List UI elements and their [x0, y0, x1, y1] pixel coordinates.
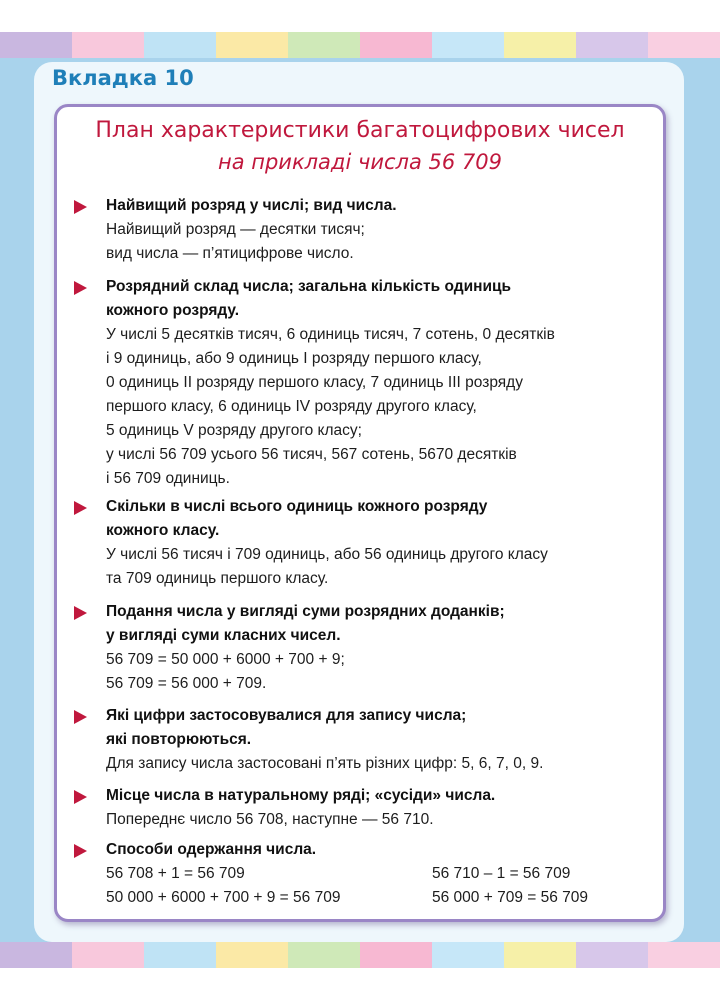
item-heading: Способи одержання числа.	[106, 841, 317, 858]
triangle-arrow-icon	[74, 790, 87, 804]
triangle-arrow-icon	[74, 200, 87, 214]
ways-of-obtaining	[106, 862, 654, 910]
color-stripe	[144, 942, 216, 968]
color-stripe	[432, 32, 504, 58]
color-stripe	[360, 32, 432, 58]
ways-right-column: 56 710 – 1 = 56 709 56 000 + 709 = 56 709	[432, 865, 589, 906]
color-stripe	[0, 32, 72, 58]
item-heading: Місце числа в натуральному ряді; «сусіди» числа.	[106, 787, 496, 804]
item-heading: Які цифри застосовувалися для запису числа; які повторюються.	[106, 707, 467, 748]
item-body: Для запису числа застосовані п’ять різних цифр: 5, 6, 7, 0, 9.	[106, 755, 544, 772]
plan-item-4	[74, 600, 654, 696]
plan-item-2	[74, 275, 654, 491]
item-heading: Найвищий розряд у числі; вид числа.	[106, 197, 397, 214]
color-stripe	[648, 942, 720, 968]
plan-item-3	[74, 495, 654, 591]
color-stripe	[288, 942, 360, 968]
color-stripe	[216, 942, 288, 968]
plan-item-6	[74, 784, 654, 832]
top-color-stripes	[0, 32, 720, 58]
page-subtitle: на прикладі числа 56 709	[217, 150, 503, 174]
triangle-arrow-icon	[74, 606, 87, 620]
plan-item-5	[74, 704, 654, 776]
tab-label: Вкладка 10	[52, 66, 194, 90]
item-body: Найвищий розряд — десятки тисяч; вид числа — п’ятицифрове число.	[106, 221, 365, 262]
item-body: У числі 56 тисяч і 709 одиниць, або 56 одиниць другого класу та 709 одиниць першого класу.	[106, 546, 548, 587]
color-stripe	[360, 942, 432, 968]
color-stripe	[72, 32, 144, 58]
item-heading: Розрядний склад числа; загальна кількість одиниць кожного розряду.	[106, 278, 512, 319]
color-stripe	[432, 942, 504, 968]
page-title: План характеристики багатоцифрових чисел	[95, 118, 625, 143]
color-stripe	[72, 942, 144, 968]
item-body: У числі 5 десятків тисяч, 6 одиниць тисяч, 7 сотень, 0 десятків і 9 одиниць, або 9 одиниць I розряду першого класу, 0 одиниць II розряду першого класу, 7 одиниць III розряду першого класу, 6 одиниць IV розряду другого класу, 5 одиниць V розряду другого класу; у числі 56 709 усього 56 тисяч, 567 сотень, 5670 десятків і 56 709 одиниць.	[106, 326, 555, 487]
color-stripe	[144, 32, 216, 58]
bottom-color-stripes	[0, 942, 720, 968]
triangle-arrow-icon	[74, 710, 87, 724]
color-stripe	[0, 942, 72, 968]
color-stripe	[288, 32, 360, 58]
item-heading: Скільки в числі всього одиниць кожного розряду кожного класу.	[106, 498, 488, 539]
color-stripe	[216, 32, 288, 58]
item-body: 56 709 = 50 000 + 6000 + 700 + 9; 56 709 = 56 000 + 709.	[106, 651, 345, 692]
ways-left-column: 56 708 + 1 = 56 709 50 000 + 6000 + 700 + 9 = 56 709	[106, 865, 341, 906]
color-stripe	[504, 942, 576, 968]
color-stripe	[648, 32, 720, 58]
item-heading: Подання числа у вигляді суми розрядних доданків; у вигляді суми класних чисел.	[106, 603, 505, 644]
plan-item-7	[74, 838, 654, 910]
color-stripe	[504, 32, 576, 58]
triangle-arrow-icon	[74, 844, 87, 858]
color-stripe	[576, 942, 648, 968]
triangle-arrow-icon	[74, 501, 87, 515]
plan-item-1	[74, 194, 654, 266]
triangle-arrow-icon	[74, 281, 87, 295]
item-body: Попереднє число 56 708, наступне — 56 710.	[106, 811, 434, 828]
color-stripe	[576, 32, 648, 58]
